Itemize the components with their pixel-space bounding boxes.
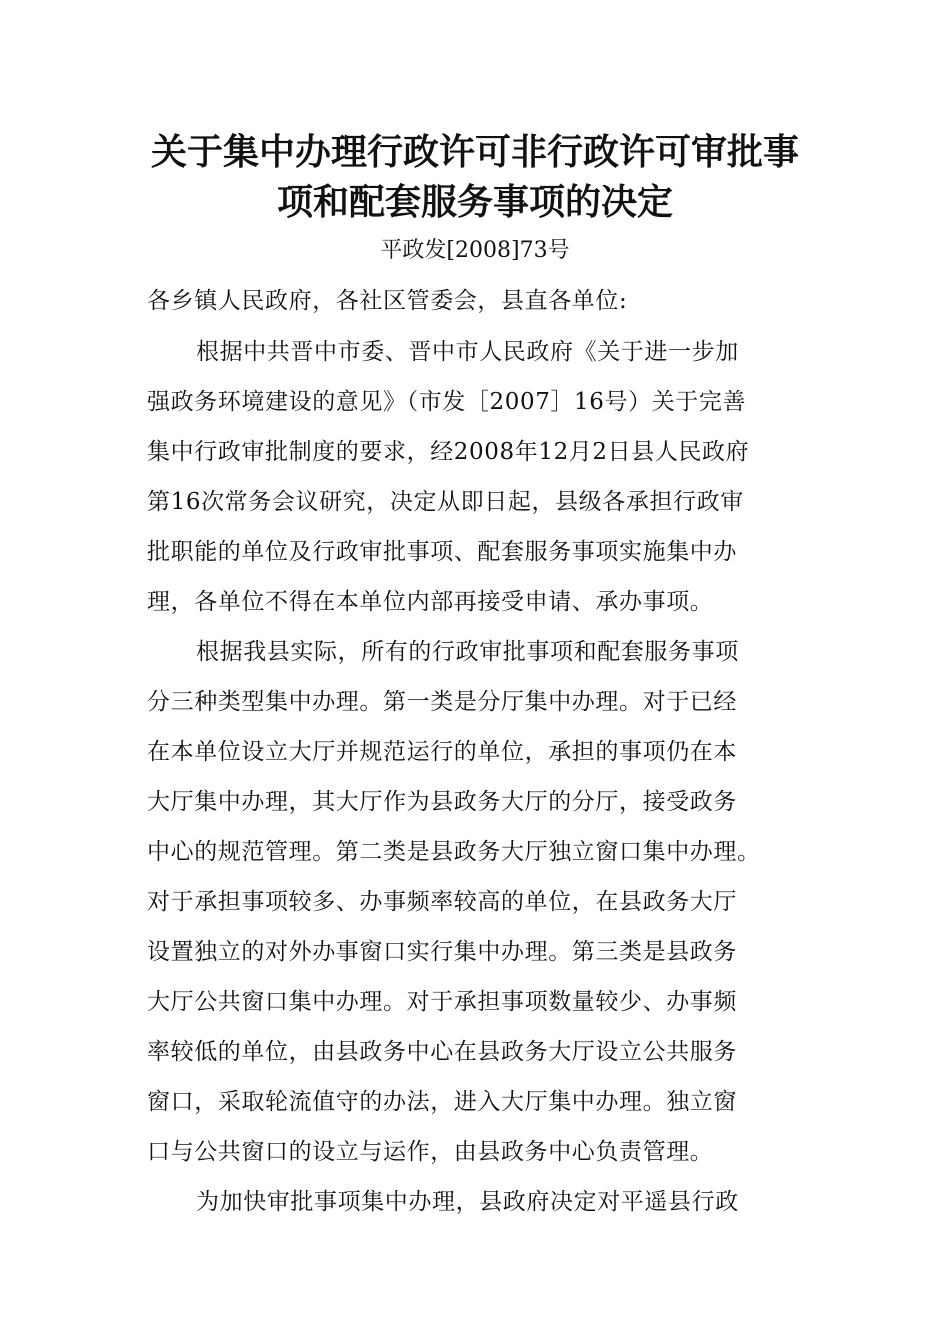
body-line-18: 为加快审批事项集中办理，县政府决定对平遥县行政 <box>196 1189 739 1215</box>
body-line-4: 第16次常务会议研究，决定从即日起，县级各承担行政审 <box>147 489 744 515</box>
body-line-17: 口与公共窗口的设立与运作，由县政务中心负责管理。 <box>147 1139 714 1165</box>
body-line-14: 大厅公共窗口集中办理。对于承担事项数量较少、办事频 <box>147 989 737 1015</box>
body-line-16: 窗口，采取轮流值守的办法，进入大厅集中办理。独立窗 <box>147 1089 737 1115</box>
body-line-8: 分三种类型集中办理。第一类是分厅集中办理。对于已经 <box>147 689 737 715</box>
body-line-11: 中心的规范管理。第二类是县政务大厅独立窗口集中办理。 <box>147 839 761 865</box>
body-line-15: 率较低的单位，由县政务中心在县政务大厅设立公共服务 <box>147 1039 737 1065</box>
body-line-7: 根据我县实际，所有的行政审批事项和配套服务事项 <box>196 639 739 665</box>
body-line-10: 大厅集中办理，其大厅作为县政务大厅的分厅，接受政务 <box>147 789 737 815</box>
salutation: 各乡镇人民政府，各社区管委会，县直各单位: <box>147 288 628 314</box>
body-line-3: 集中行政审批制度的要求，经2008年12月2日县人民政府 <box>147 439 750 465</box>
body-line-12: 对于承担事项较多、办事频率较高的单位，在县政务大厅 <box>147 889 737 915</box>
body-line-13: 设置独立的对外办事窗口实行集中办理。第三类是县政务 <box>147 939 737 965</box>
document-number: 平政发[2008]73号 <box>380 238 570 263</box>
body-line-1: 根据中共晋中市委、晋中市人民政府《关于进一步加 <box>196 339 739 365</box>
document-title-line-1: 关于集中办理行政许可非行政许可审批事 <box>150 132 799 173</box>
body-line-6: 理，各单位不得在本单位内部再接受申请、承办事项。 <box>147 589 714 615</box>
body-line-5: 批职能的单位及行政审批事项、配套服务事项实施集中办 <box>147 539 737 565</box>
body-line-9: 在本单位设立大厅并规范运行的单位，承担的事项仍在本 <box>147 739 737 765</box>
body-line-2: 强政务环境建设的意见》（市发［2007］16号）关于完善 <box>147 389 747 415</box>
document-title-line-2: 项和配套服务事项的决定 <box>276 182 673 223</box>
